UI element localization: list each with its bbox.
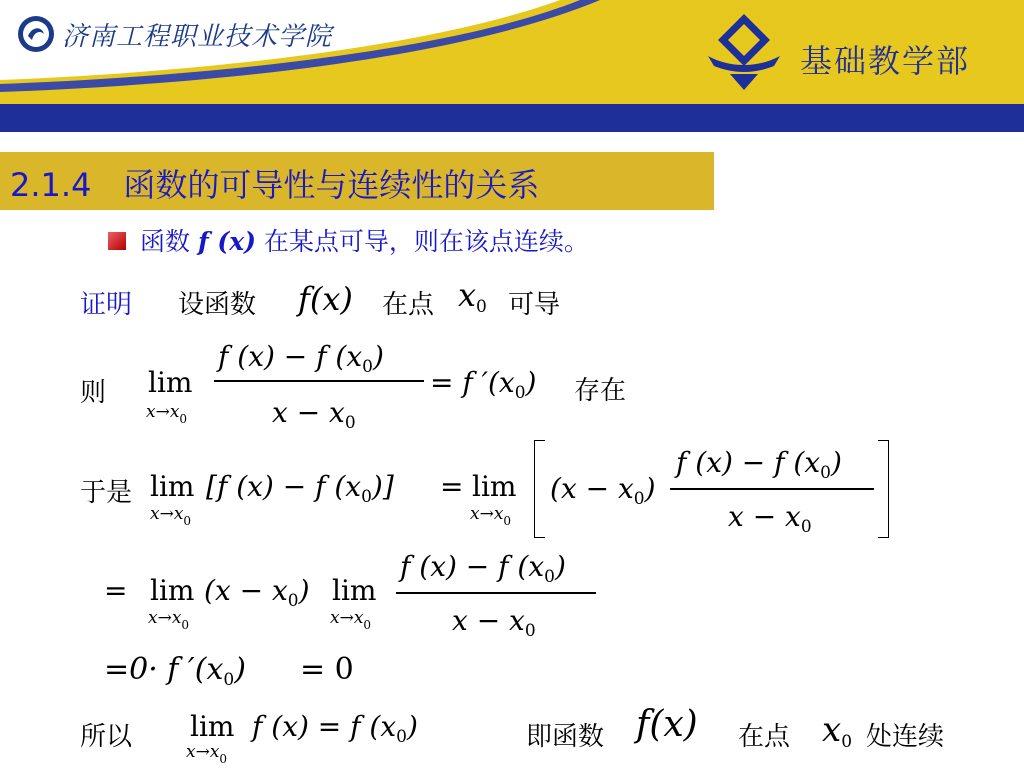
line2-equals-deriv: = f $'(x_0)$ [430,366,537,403]
line3-x-minus-x0: $(x - x_0)$ [550,472,656,509]
line3-lim: lim [150,470,195,503]
line4-fraction-bar [396,592,596,594]
line3-lim2-sub: $x\to x_0$ [470,504,512,528]
line2-lim: lim [148,366,193,399]
theorem-function: f (x) [197,227,256,256]
line6-mid: 在点 [738,722,791,752]
line4-lim1: lim [150,574,195,607]
line6-equation: f (x) = f $(x_0)$ [252,710,418,747]
line1-x0: $x_0$ [458,276,487,317]
school-name: 济南工程职业技术学院 [62,22,333,52]
line4-x-minus-x0: $(x - x_0)$ [204,574,310,611]
line5-equals-zero: = 0 [300,652,354,687]
line2-post: 存在 [574,376,627,406]
line2-lim-sub: $x\to x_0$ [146,402,188,426]
line6-mid-pre: 即函数 [526,722,605,752]
line3-right-bracket [878,440,889,538]
line6-pre: 所以 [80,722,133,752]
line3-left-bracket [534,440,545,538]
line3-fraction-bar [670,488,874,490]
line1-post: 可导 [508,290,561,320]
theorem-text-pre: 函数 [140,227,198,256]
line4-lim2-sub: $x\to x_0$ [330,608,372,632]
dept-logo-icon [700,10,788,94]
line6-fx: f(x) [636,704,698,745]
line2-numerator: f (x) − f $(x_0)$ [218,340,384,377]
line3-lim2: lim [472,470,517,503]
line3-lim-sub: $x\to x_0$ [150,504,192,528]
header-banner [0,0,1024,112]
line3-denominator: $x - x_0$ [728,500,812,537]
line6-lim-sub: $x\to x_0$ [186,742,228,766]
line4-lim1-sub: $x\to x_0$ [148,608,190,632]
line2-denominator: $x - x_0$ [272,396,356,433]
line1-pre: 设函数 [178,290,257,320]
bullet-square-icon [108,232,126,250]
line3-eq: = [440,470,464,503]
line1-fx: f(x) [298,280,353,318]
line2-fraction-bar [214,380,424,382]
line3-pre: 于是 [80,478,133,508]
line6-lim: lim [190,710,235,743]
line6-x0: $x_0$ [822,710,853,752]
section-title: 2.1.4 函数的可导性与连续性的关系 [10,166,540,204]
line4-eq: = [104,574,128,607]
line4-numerator: f (x) − f $(x_0)$ [400,550,566,587]
school-logo-icon [16,14,56,54]
section-title-box [0,152,714,210]
line1-mid: 在点 [382,290,435,320]
theorem-text-post: 在某点可导，则在该点连续。 [255,227,589,256]
theorem-statement [140,222,589,258]
proof-label: 证明 [80,290,133,320]
line4-denominator: $x - x_0$ [452,604,536,641]
line3-left-expr: [f (x) − f $(x_0)$] [206,470,394,507]
line2-pre: 则 [80,378,107,408]
line5-product: =0· f $'(x_0)$ [104,652,246,690]
line4-lim2: lim [332,574,377,607]
header-blue-bar [0,104,1024,132]
line3-numerator: f (x) − f $(x_0)$ [676,446,842,483]
dept-name: 基础教学部 [800,42,971,80]
line6-post: 处连续 [866,722,945,752]
